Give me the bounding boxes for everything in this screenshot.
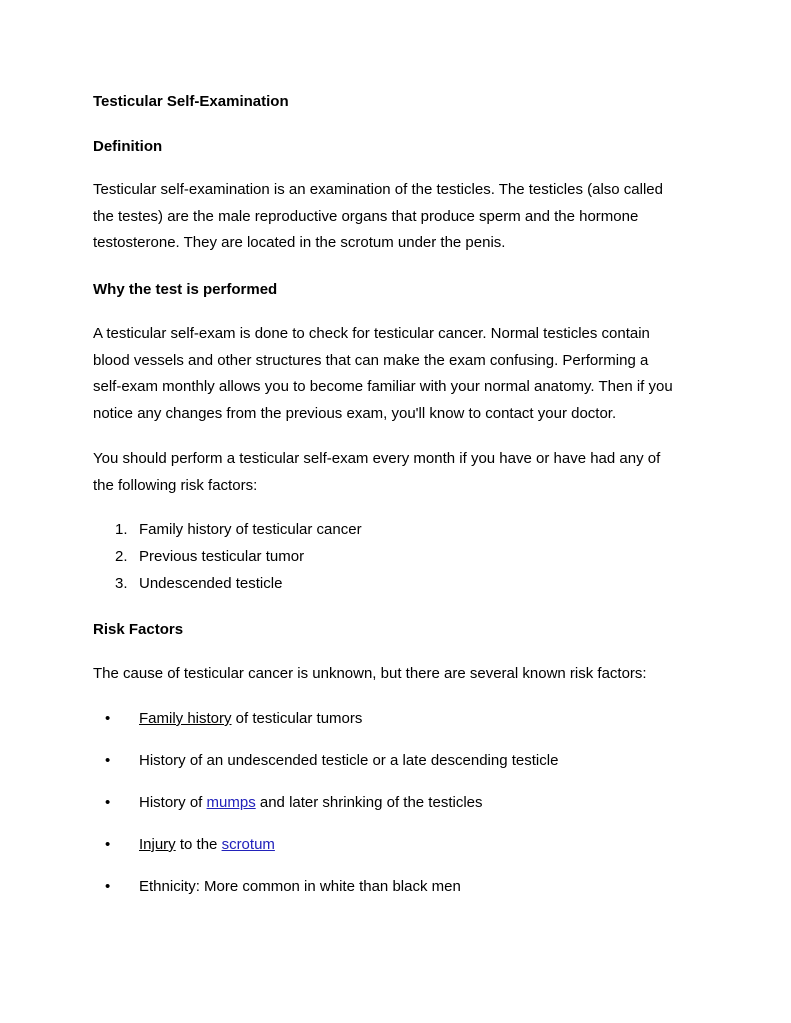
why-p2-line-2: the following risk factors:: [93, 476, 258, 494]
list-item-text: Previous testicular tumor: [139, 548, 305, 565]
family-history-link[interactable]: Family history: [139, 710, 232, 727]
list-number: 1.: [115, 521, 128, 538]
list-item: [93, 835, 693, 877]
list-item: [93, 520, 693, 547]
list-item-text: Family history of testicular cancer: [139, 521, 362, 538]
definition-paragraph: [93, 177, 708, 257]
bullet-icon: •: [105, 836, 111, 853]
why-paragraph-2: [93, 446, 708, 499]
list-item: [93, 751, 693, 793]
injury-link[interactable]: Injury: [139, 836, 176, 853]
list-number: 2.: [115, 548, 128, 565]
mumps-link[interactable]: mumps: [206, 794, 256, 811]
text-fragment: History of: [139, 794, 207, 811]
risk-intro-line: The cause of testicular cancer is unknown, but there are several known risk factors:: [93, 665, 647, 682]
why-p2-line-1: You should perform a testicular self-exam every month if you have or have had any of: [93, 450, 661, 467]
why-p1-line-3: self-exam monthly allows you to become familiar with your normal anatomy. Then if you: [93, 378, 673, 395]
text-fragment: to the: [175, 836, 222, 853]
list-item-text: Ethnicity: More common in white than black men: [139, 878, 461, 895]
document-title: Testicular Self-Examination: [93, 93, 289, 110]
list-number: 3.: [115, 575, 128, 592]
list-item-text: History of an undescended testicle or a late descending testicle: [139, 752, 559, 769]
list-item: [93, 574, 693, 601]
text-fragment: of testicular tumors: [231, 710, 363, 727]
why-paragraph-1: [93, 321, 708, 427]
text-fragment: and later shrinking of the testicles: [255, 794, 483, 811]
list-item: [93, 709, 693, 751]
list-item-text: [139, 835, 275, 855]
scrotum-link[interactable]: scrotum: [221, 836, 275, 853]
why-p1-line-2: blood vessels and other structures that can make the exam confusing. Performing a: [93, 351, 649, 369]
list-item-text: [139, 793, 483, 813]
definition-line-3: testosterone. They are located in the scrotum under the penis.: [93, 234, 506, 251]
definition-heading: Definition: [93, 138, 163, 155]
list-item-text: Undescended testicle: [139, 575, 283, 592]
bullet-icon: •: [105, 794, 111, 811]
risk-factors-heading: Risk Factors: [93, 621, 184, 638]
why-p1-line-4: notice any changes from the previous exam, you'll know to contact your doctor.: [93, 404, 617, 422]
bullet-icon: •: [105, 878, 111, 895]
risk-factor-numbered-list: [93, 520, 693, 601]
list-item-text: [139, 709, 362, 729]
why-heading: Why the test is performed: [93, 281, 278, 298]
list-item: [93, 793, 693, 835]
definition-line-2: the testes) are the male reproductive organs that produce sperm and the hormone: [93, 207, 639, 225]
why-p1-line-1: A testicular self-exam is done to check for testicular cancer. Normal testicles contain: [93, 325, 650, 342]
risk-factors-intro: [93, 661, 708, 688]
risk-factor-bullet-list: [93, 709, 693, 919]
list-item: [93, 877, 693, 919]
list-item: [93, 547, 693, 574]
bullet-icon: •: [105, 710, 111, 727]
bullet-icon: •: [105, 752, 111, 769]
definition-line-1: Testicular self-examination is an examination of the testicles. The testicles (also called: [93, 181, 663, 198]
